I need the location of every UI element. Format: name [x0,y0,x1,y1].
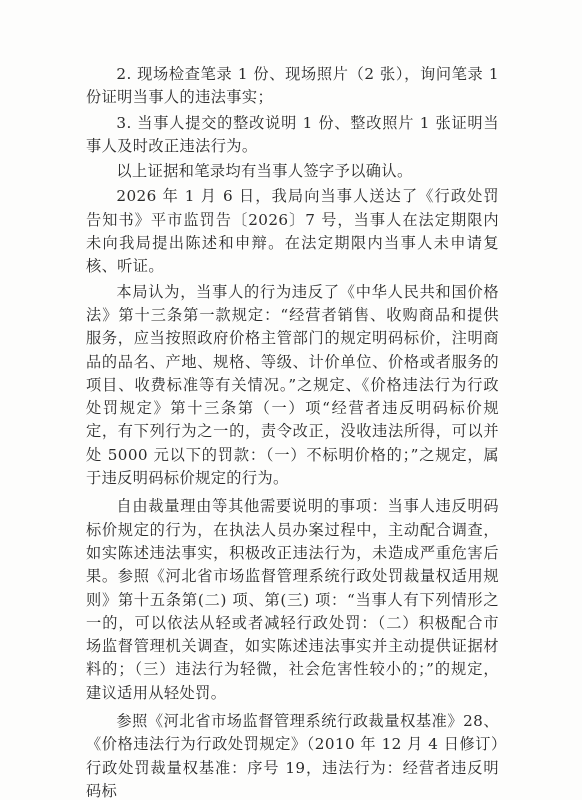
notice-delivery-paragraph: 2026 年 1 月 6 日，我局向当事人送达了《行政处罚告知书》平市监罚告〔2026〕7 号，当事人在法定期限内未向我局提出陈述和申辩。在法定期限内当事人未申请复核、听证。 [86,187,499,276]
evidence-confirmation: 以上证据和笔录均有当事人签字予以确认。 [116,162,413,181]
evidence-item-2: 2. 现场检查笔录 1 份、现场照片（2 张），询问笔录 1 份证明当事人的违法事实； [86,65,499,107]
document-body [86,63,499,803]
discretion-benchmark-paragraph: 参照《河北省市场监督管理系统行政裁量权基准》28、《价格违法行为行政处罚规定》（2010 年 12 月 4 日修订）行政处罚裁量权基准：序号 19，违法行为：经营者违反明码标 [86,712,499,800]
evidence-item-3: 3. 当事人提交的整改说明 1 份、整改照片 1 张证明当事人及时改正违法行为。 [86,113,499,155]
legal-finding-paragraph: 本局认为，当事人的行为违反了《中华人民共和国价格法》第十三条第一款规定：“经营者销售、收购商品和提供服务，应当按照政府价格主管部门的规定明码标价，注明商品的品名、产地、规格、等级、计价单位、价格或者服务的项目、收费标准等有关情况。”之规定、《价格违法行为行政处罚规定》第十三条第（一）项“经营者违反明码标价规定，有下列行为之一的，责令改正，没收违法所得，可以并处 5000 元以下的罚款：（一）不标明价格的；”之规定，属于违反明码标价规定的行为。 [86,282,499,488]
discretion-reason-paragraph: 自由裁量理由等其他需要说明的事项：当事人违反明码标价规定的行为，在执法人员办案过程中，主动配合调查，如实陈述违法事实，积极改正违法行为，未造成严重危害后果。参照《河北省市场监督管理系统行政处罚裁量权适用规则》第十五条第(二) 项、第(三) 项：“当事人有下列情形之一的，可以依法从轻或者减轻行政处罚：（二）积极配合市场监督管理机关调查，如实陈述违法事实并主动提供证据材料的；（三）违法行为轻微，社会危害性较小的；”的规定，建议适用从轻处罚。 [86,497,499,702]
